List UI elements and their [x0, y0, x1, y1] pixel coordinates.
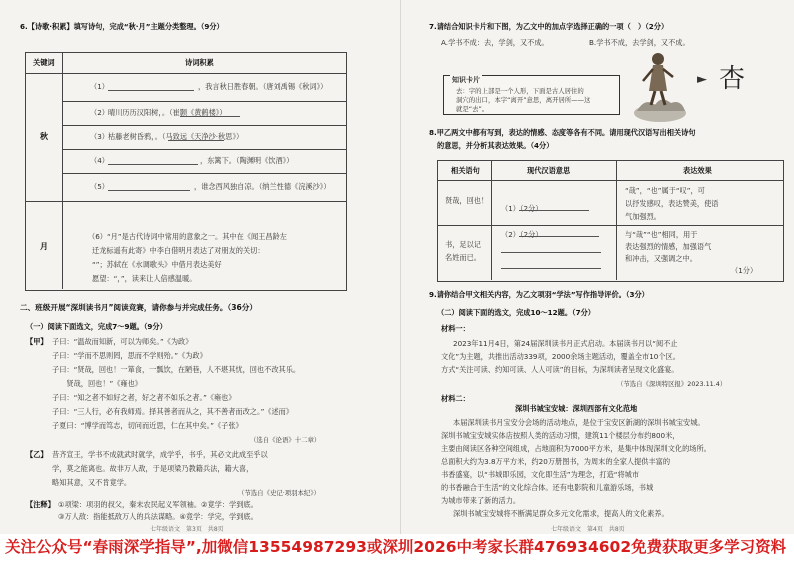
table-header-keyword: 关键词: [33, 58, 55, 67]
section-two-subtitle: （二）阅读下面的选文，完成10～12题。（7分）: [437, 308, 595, 317]
promo-banner: 关注公众号“春雨深学指导”,加微信13554987293或深圳2026中考家长群476934602免费获取更多学习资料: [0, 534, 794, 561]
table-header-poems: 诗词积累: [185, 58, 214, 67]
question-8-line1: 8.甲乙两文中都有写到，表达的情感、态度等各有不同。请用现代汉语写出相关诗句: [429, 128, 696, 137]
question-8-line2: 的意思，并分析其表达效果。（4分）: [437, 141, 554, 150]
q8-header-meaning: 现代汉语意思: [527, 166, 571, 175]
left-page: 6.【诗歌·积累】填写诗句，完成“秋·月”主题分类整理。（9分） 关键词 诗词积累 秋 月 （1） ，我言秋日胜春朝。（唐刘禹锡《秋词》） （2） 晴川历历汉阳树，。（崔颢《黄鹤楼》） （3） 枯藤老树昏鸦，。（马致远《天净沙·秋思》） （4） ，东篱下。（陶渊明《饮酒》） （5） ，谁念西风独自凉。（纳兰性德《浣溪沙》） （6）“月”是古代诗词中常用的意象之一。其中在《闻王昌龄左 迁龙标遥有此寄》中李白借明月表达了对朋友的关切： “”；苏轼在《水调歌头》中借月表达美好 愿望：“，”，读来让人倍感温暖。 二、班级开展“深圳读书月”阅读竞赛，请你参与并完成任务。（36分） （一）阅读下面选文，完成7～9题。（9分） 【甲】 子曰：“温故而知新，可以为师矣。”《为政》 子曰：“学而不思则罔，思而不学则殆。”《为政》 子曰：“贤哉，回也！一箪食，一瓢饮，在陋巷，人不堪其忧，回也不改其乐。 贤哉，回也！”《雍也》 子曰：“知之者不如好之者，好之者不如乐之者。”《雍也》 子曰：“三人行，必有我师焉。择其善者而从之，其不善者而改之。”《述而》 子夏曰：“博学而笃志，切问而近思，仁在其中矣。”《子张》 （选自《论语》十二章） 【乙】 昔齐宣王，学书不成就武时就学，成学乎，书乎，其必文此成至乎以 学，莫之能离也。故非万人敌，于是项梁乃教籍兵法，籍大喜， 略知其意，又不肯竟学。 （节选自《史记·项羽本纪》） 【注释】 ①项梁：项羽的叔父，秦末农民起义军领袖。②竟学：学到底。 ③万人敌：指能抵敌万人的兵法谋略。④竟学：学完，学到底。 七年级语文 第3页 共8页: [0, 0, 400, 561]
q8-row1-answer[interactable]: （1）（2分）: [501, 204, 543, 213]
ancient-figure-illustration: [631, 45, 689, 123]
knowledge-card-title: 知识卡片: [452, 76, 480, 84]
keyword-moon: 月: [40, 242, 48, 251]
knowledge-card: 知识卡片 去：字的上部是一个人形，下面是古人居住的 洞穴的出口，本字“离开”意思，离开居所——这 就是“去”。: [443, 75, 620, 115]
page-number-left: 七年级语文 第3页 共8页: [150, 526, 224, 533]
q8-table: [437, 160, 784, 282]
option-b[interactable]: B.学书不成，去学剑，又不成。: [589, 38, 690, 47]
ancient-character: 杏: [719, 64, 746, 94]
section-2-subtitle: （一）阅读下面选文，完成7～9题。（9分）: [26, 322, 167, 331]
option-a[interactable]: A.学书不成：去，学剑，又不成。: [441, 38, 549, 47]
section-2-title: 二、班级开展“深圳读书月”阅读竞赛，请你参与并完成任务。（36分）: [20, 303, 257, 312]
q8-header-sentence: 相关语句: [451, 166, 480, 175]
page-number-right: 七年级语文 第4页 共8页: [551, 526, 625, 533]
material-1-title: 材料一：: [441, 324, 470, 333]
q8-row1-sentence: 贤哉，回也！: [445, 196, 489, 205]
material-2-title: 材料二：: [441, 394, 470, 403]
q8-header-effect: 表达效果: [683, 166, 712, 175]
right-page: 7.请结合知识卡片和下图，为乙文中的加点字选择正确的一项（ ）（2分） A.学书不成：去，学剑，又不成。 B.学书不成，去学剑，又不成。 知识卡片 去：字的上部是一个人形，下面是古人居住的 洞穴的出口，本字“离开”意思，离开居所——这 就是“去”。 ► 杏 8.甲乙两文中都有写到，表达的情感、态度等各有不同。请用现代汉语写出相关诗句 的意思，并分析其表达效果。（4分） 相关语句 现代汉语意思 表达效果 贤哉，回也！ （1）（2分） “哉”，“也”属于“叹”，可 以抒发感叹，表达赞美，使语 气加强烈。 书，足以记 名姓而已。 （2）（2分） 与“哉”“也”相同，用于 表达强烈的情感，加强语气 和冲击，又强调之中。 （1分） 9.请你结合甲文相关内容，为乙文项羽“学法”写作指导评价。（3分） （二）阅读下面的选文，完成10～12题。（7分） 材料一： 2023年11月4日，第24届深圳读书月正式启动。本届读书月以“阅不止 文化”为主题，共推出活动339项，2000余场主题活动，覆盖全市10个区。 方式“关注可读、约知可读、人人可读”的目标，为深圳读者呈现文化盛宴。 （节选自《深圳特区报》2023.11.4） 材料二： 深圳书城宝安城：深圳西部有文化范地 本届深圳读书月宝安分会场的活动地点，是位于宝安区新湖的深圳书城宝安城。 深圳书城宝安城实体店按照人类的活动习惯，建筑11个楼层分布约800米， 主要由阅读区各种空间组成，占地面积为7000平方米，是集中体现深圳文化的场所。 总面积大约为3.8万平方米，约20万册图书，为周末的全家人提供丰富的 书香盛宴，以“书城即乐园，文化即生活”为理念，打造“将城市 的书香融合于生活”的文化综合体。还有电影院和儿童游乐场，书城 为城市带来了新的活力。 深圳书城宝安城将不断满足群众多元文化需求，提高人的文化素养。 七年级语文 第4页 共8页: [400, 0, 794, 561]
material-2-heading: 深圳书城宝安城：深圳西部有文化范地: [515, 404, 638, 413]
question-6-title: 6.【诗歌·积累】填写诗句，完成“秋·月”主题分类整理。（9分）: [20, 22, 224, 31]
question-7-title: 7.请结合知识卡片和下图，为乙文中的加点字选择正确的一项（ ）（2分）: [429, 22, 669, 31]
q8-row2-answer[interactable]: （2）（2分）: [501, 230, 543, 239]
question-9: 9.请你结合甲文相关内容，为乙文项羽“学法”写作指导评价。（3分）: [429, 290, 649, 299]
keyword-autumn: 秋: [40, 132, 48, 141]
arrow-icon: ►: [697, 72, 707, 87]
